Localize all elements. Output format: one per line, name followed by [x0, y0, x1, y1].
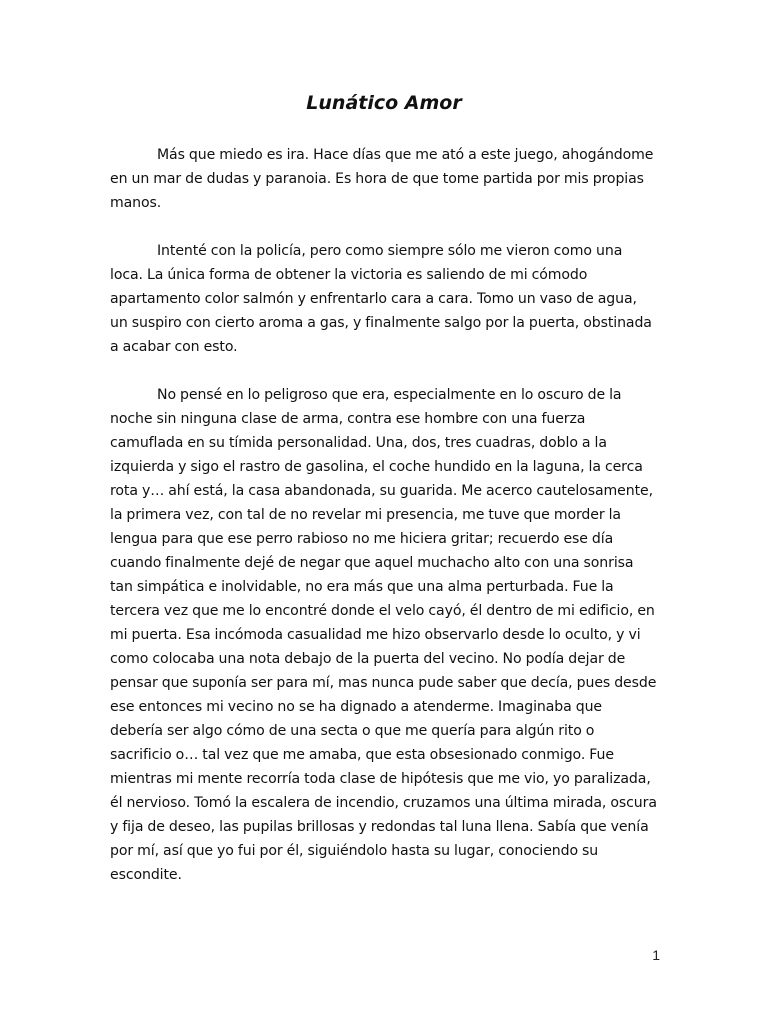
paragraph-2: Intenté con la policía, pero como siempre sólo me vieron como una loca. La única forma de obtener la victoria es saliendo de mi cómodo apartamento color salmón y enfrentarlo cara a cara. Tomo un vaso de agua, un suspiro con cierto aroma a gas, y finalmente salgo por la puerta, obstinada a acabar con esto.: [110, 243, 652, 355]
paragraph-3: No pensé en lo peligroso que era, especialmente en lo oscuro de la noche sin ninguna clase de arma, contra ese hombre con una fuerza camuflada en su tímida personalidad. Una, dos, tres cuadras, doblo a la izquierda y sigo el rastro de gasolina, el coche hundido en la laguna, la cerca rota y… ahí está, la casa abandonada, su guarida. Me acerco cautelosamente, la primera vez, con tal de no revelar mi presencia, me tuve que morder la lengua para que ese perro rabioso no me hiciera gritar; recuerdo ese día cuando finalmente dejé de negar que aquel muchacho alto con una sonrisa tan simpática e inolvidable, no era más que una alma perturbada. Fue la tercera vez que me lo encontré donde el velo cayó, él dentro de mi edificio, en mi puerta. Esa incómoda casualidad me hizo observarlo desde lo oculto, y vi como colocaba una nota debajo de la puerta del vecino. No podía dejar de pensar que suponía ser para mí, mas nunca pude saber que decía, pues desde ese entonces mi vecino no se ha dignado a atenderme. Imaginaba que debería ser algo cómo de una secta o que me quería para algún rito o sacrificio o… tal vez que me amaba, que esta obsesionado conmigo. Fue mientras mi mente recorría toda clase de hipótesis que me vio, yo paralizada, él nervioso. Tomó la escalera de incendio, cruzamos una última mirada, oscura y fija de deseo, las pupilas brillosas y redondas tal luna llena. Sabía que venía por mí, así que yo fui por él, siguiéndolo hasta su lugar, conociendo su escondite.: [110, 387, 657, 883]
document-body: [110, 143, 658, 911]
paragraph-1: Más que miedo es ira. Hace días que me ató a este juego, ahogándome en un mar de dudas y paranoia. Es hora de que tome partida por mis propias manos.: [110, 147, 654, 211]
document-title: Lunático Amor: [306, 92, 462, 114]
page-number: 1: [652, 947, 660, 963]
